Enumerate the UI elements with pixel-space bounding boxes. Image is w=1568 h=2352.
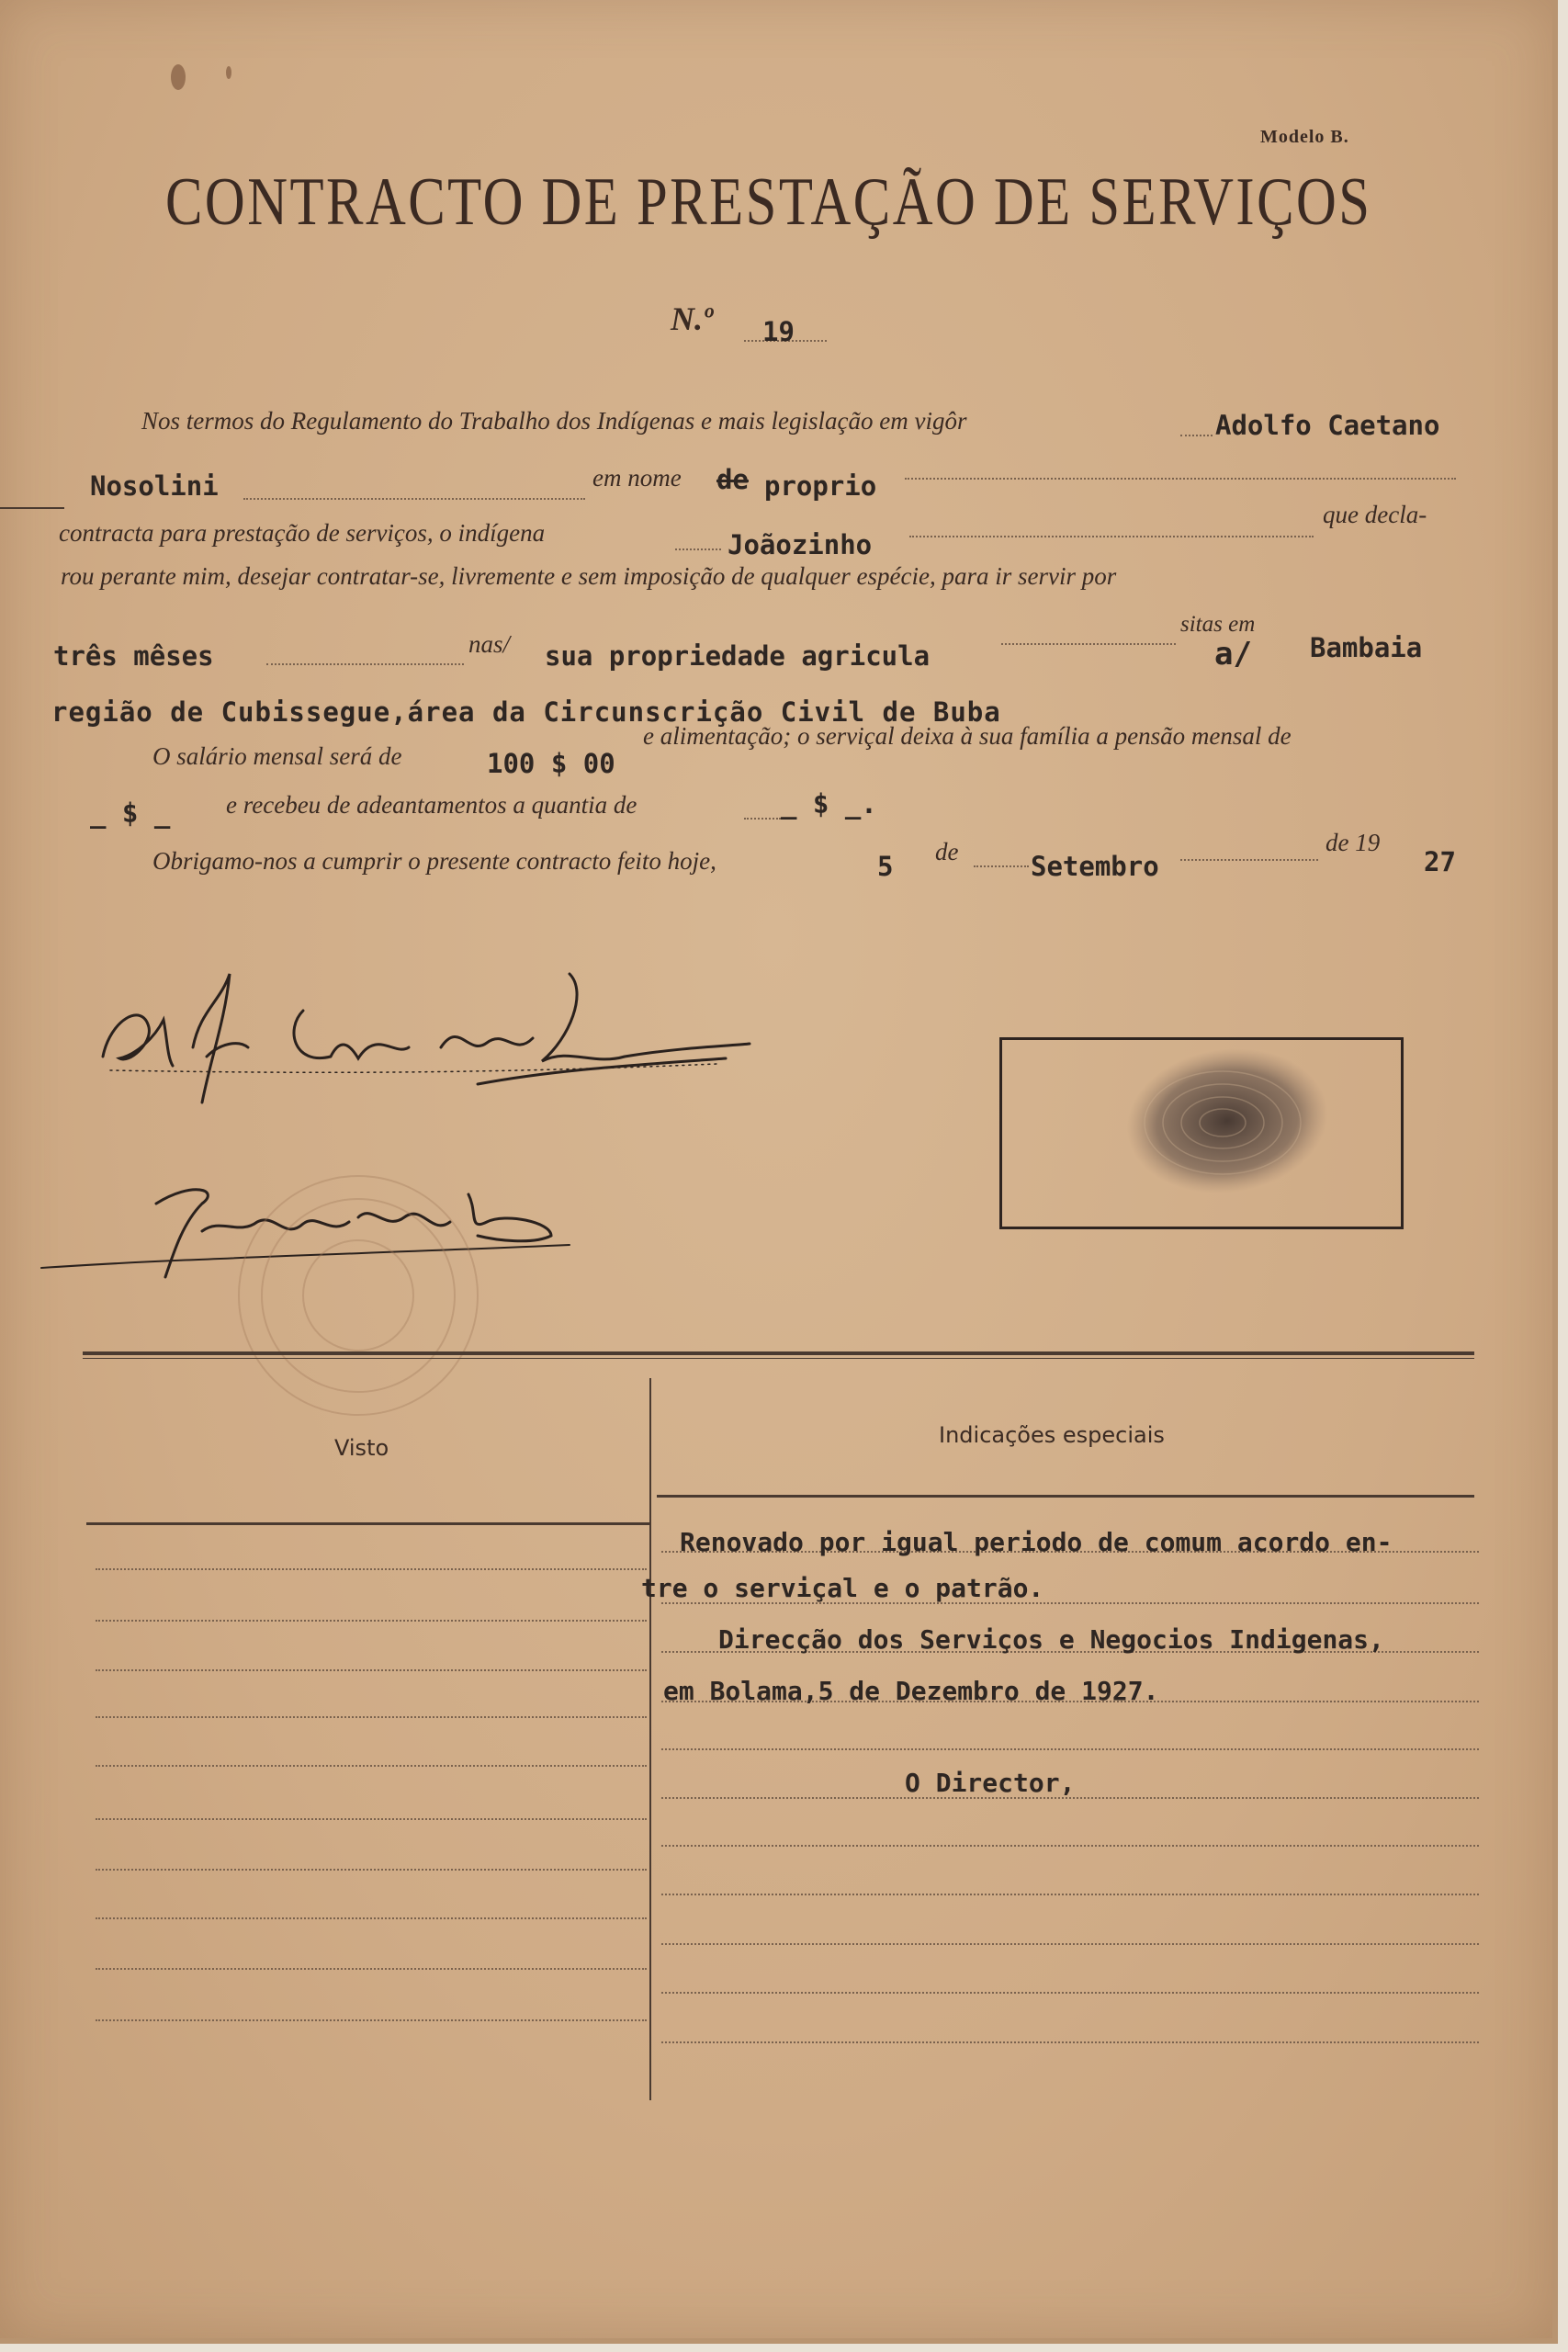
- contract-number: 19: [762, 316, 795, 347]
- line3-dotline-a: [675, 548, 721, 550]
- place2-value: região de Cubissegue,área da Circunscrição Civil de Buba: [51, 696, 1001, 728]
- salary-prefix: O salário mensal será de: [152, 742, 402, 770]
- sitas-value: a/: [1214, 636, 1252, 673]
- table-column-divider: [649, 1378, 651, 2100]
- note-line-3: Direcção dos Serviços e Negocios Indigenas,: [718, 1624, 1384, 1655]
- header-rule-right: [657, 1495, 1474, 1498]
- line8-dotline: [744, 818, 781, 820]
- advance-text: e recebeu de adeantamentos a quantia de: [226, 791, 637, 819]
- duration-value: três mêses: [53, 640, 214, 672]
- note-line-1: Renovado por igual periodo de comum acordo en-: [680, 1527, 1393, 1557]
- contracta-text: contracta para prestação de serviços, o indígena: [59, 519, 546, 547]
- sitas-label: sitas em: [1180, 612, 1256, 637]
- line5-dotline-b: [1001, 643, 1176, 645]
- number-prefix: N.º: [671, 300, 713, 337]
- visto-row-line: [96, 1818, 647, 1820]
- worker-name: Joãozinho: [728, 529, 873, 560]
- margin-line: [0, 507, 64, 509]
- note-line-5: O Director,: [905, 1768, 1076, 1798]
- notes-row-line: [661, 1845, 1479, 1847]
- line9-dotline-b: [1180, 859, 1318, 861]
- fingerprint-box: [999, 1037, 1404, 1229]
- salary-value: 100 $ 00: [487, 748, 615, 779]
- nas-label: nas/: [468, 630, 511, 658]
- visto-row-line: [96, 1669, 647, 1671]
- line9-dotline-a: [974, 865, 1029, 867]
- note-line-4: em Bolama,5 de Dezembro de 1927.: [663, 1676, 1159, 1706]
- advance-value: _ $ _.: [781, 788, 877, 820]
- col-header-indicacoes: Indicações especiais: [939, 1422, 1165, 1448]
- visto-row-line: [96, 1620, 647, 1622]
- visto-row-line: [96, 1968, 647, 1970]
- document-title: CONTRACTO DE PRESTAÇÃO DE SERVIÇOS: [165, 164, 1372, 240]
- ink-stain: [226, 66, 231, 79]
- employer-name-part2: Nosolini: [90, 470, 219, 502]
- ink-stain: [171, 64, 186, 90]
- header-rule-left: [86, 1522, 649, 1525]
- date-month: Setembro: [1031, 851, 1159, 882]
- visto-row-line: [96, 1568, 647, 1570]
- notes-row-line: [661, 2041, 1479, 2043]
- model-label: Modelo B.: [1260, 127, 1349, 147]
- line2-dotline-a: [243, 498, 585, 500]
- line5-dotline-a: [266, 663, 464, 665]
- date-day: 5: [877, 851, 894, 882]
- visto-row-line: [96, 1917, 647, 1919]
- que-decla-text: que decla-: [1323, 501, 1427, 528]
- embossed-seal: [230, 1167, 487, 1424]
- line3-dotline-b: [909, 536, 1314, 537]
- notes-row-line: [661, 1894, 1479, 1895]
- note-line-2: tre o serviçal e o patrão.: [641, 1573, 1044, 1603]
- salary-suffix: e alimentação; o serviçal deixa à sua família a pensão mensal de: [643, 722, 1292, 750]
- pension-value: _ $ _: [90, 797, 171, 829]
- em-nome-value: proprio: [764, 470, 877, 502]
- place1-value: Bambaia: [1310, 632, 1423, 663]
- visto-row-line: [96, 2019, 647, 2021]
- notes-row-line: [661, 1992, 1479, 1994]
- employer-name-part1: Adolfo Caetano: [1215, 410, 1440, 441]
- property-value: sua propriedade agricula: [545, 640, 931, 672]
- line2-dotline-b: [905, 478, 1456, 480]
- visto-row-line: [96, 1869, 647, 1871]
- visto-row-line: [96, 1716, 647, 1718]
- year-suffix: 27: [1424, 846, 1456, 877]
- visto-row-line: [96, 1765, 647, 1767]
- line1-dotline: [1180, 435, 1213, 436]
- em-nome-struck: de: [716, 464, 749, 495]
- declaration-text: rou perante mim, desejar contratar-se, livremente e sem imposição de qualquer espécie, para ir servir por: [61, 562, 1117, 590]
- fingerprint-mark: [1002, 1040, 1401, 1227]
- year-prefix: de 19: [1325, 829, 1381, 856]
- col-header-visto: Visto: [334, 1435, 389, 1461]
- table-top-rule-thin: [83, 1358, 1474, 1359]
- employer-signature: [92, 956, 753, 1121]
- date-de-label: de: [935, 838, 959, 865]
- obligation-text: Obrigamo-nos a cumprir o presente contracto feito hoje,: [152, 847, 716, 875]
- regulation-text: Nos termos do Regulamento do Trabalho dos Indígenas e mais legislação em vigôr: [141, 407, 967, 435]
- notes-row-line: [661, 1748, 1479, 1750]
- notes-row-line: [661, 1943, 1479, 1945]
- em-nome-label: em nome: [592, 464, 682, 492]
- table-top-rule: [83, 1351, 1474, 1355]
